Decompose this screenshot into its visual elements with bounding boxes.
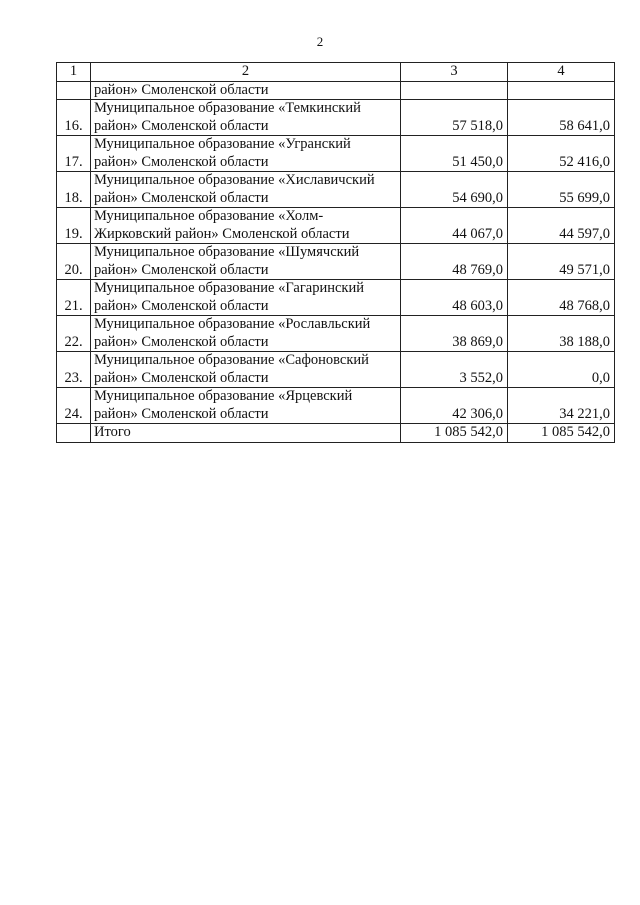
table-body bbox=[57, 81, 615, 424]
table-row bbox=[57, 388, 615, 424]
table-row bbox=[57, 316, 615, 352]
row-number bbox=[57, 81, 91, 100]
value-col-3: 48 769,0 bbox=[401, 244, 508, 280]
row-number: 17. bbox=[57, 136, 91, 172]
value-col-4: 58 641,0 bbox=[508, 100, 615, 136]
value-col-3: 44 067,0 bbox=[401, 208, 508, 244]
municipality-name-line: Муниципальное образование «Темкинский bbox=[94, 100, 361, 116]
municipality-name-line: район» Смоленской области bbox=[94, 153, 269, 170]
municipality-name-line: район» Смоленской области bbox=[94, 81, 269, 98]
column-header-3: 3 bbox=[401, 63, 508, 82]
municipality-name bbox=[91, 208, 401, 244]
municipality-name-line: район» Смоленской области bbox=[94, 297, 269, 314]
municipality-name-line: район» Смоленской области bbox=[94, 261, 269, 278]
row-number: 20. bbox=[57, 244, 91, 280]
table-row bbox=[57, 100, 615, 136]
row-number: 24. bbox=[57, 388, 91, 424]
municipality-name bbox=[91, 244, 401, 280]
municipality-name bbox=[91, 316, 401, 352]
value-col-3: 54 690,0 bbox=[401, 172, 508, 208]
row-number bbox=[57, 424, 91, 443]
municipality-name-line: Муниципальное образование «Угранский bbox=[94, 136, 351, 152]
total-col-3: 1 085 542,0 bbox=[401, 424, 508, 443]
municipality-name-line: Муниципальное образование «Хиславичский bbox=[94, 172, 375, 188]
municipality-name bbox=[91, 388, 401, 424]
value-col-3: 48 603,0 bbox=[401, 280, 508, 316]
value-col-4: 55 699,0 bbox=[508, 172, 615, 208]
table-row-continuation bbox=[57, 81, 615, 100]
municipality-name-line: район» Смоленской области bbox=[94, 369, 269, 386]
value-col-4: 52 416,0 bbox=[508, 136, 615, 172]
municipality-name-line: район» Смоленской области bbox=[94, 117, 269, 134]
column-header-4: 4 bbox=[508, 63, 615, 82]
value-col-4: 44 597,0 bbox=[508, 208, 615, 244]
municipality-name-line: район» Смоленской области bbox=[94, 333, 269, 350]
value-col-3: 42 306,0 bbox=[401, 388, 508, 424]
table-row bbox=[57, 136, 615, 172]
municipality-name-line: Муниципальное образование «Рославльский bbox=[94, 316, 371, 332]
municipality-name bbox=[91, 280, 401, 316]
municipality-name-line: Муниципальное образование «Ярцевский bbox=[94, 388, 353, 404]
municipality-name bbox=[91, 81, 401, 100]
page-number: 2 bbox=[316, 34, 324, 49]
municipality-name-line: Муниципальное образование «Сафоновский bbox=[94, 352, 369, 368]
municipality-name-line: Муниципальное образование «Гагаринский bbox=[94, 280, 364, 296]
municipality-name bbox=[91, 352, 401, 388]
row-number: 19. bbox=[57, 208, 91, 244]
table-header-row bbox=[57, 63, 615, 82]
value-col-3: 38 869,0 bbox=[401, 316, 508, 352]
value-col-3: 51 450,0 bbox=[401, 136, 508, 172]
value-col-4 bbox=[508, 81, 615, 100]
table-row bbox=[57, 172, 615, 208]
table-row bbox=[57, 244, 615, 280]
value-col-3: 57 518,0 bbox=[401, 100, 508, 136]
table-row bbox=[57, 208, 615, 244]
value-col-4: 34 221,0 bbox=[508, 388, 615, 424]
value-col-3: 3 552,0 bbox=[401, 352, 508, 388]
municipality-name-line: Муниципальное образование «Шумячский bbox=[94, 244, 360, 260]
municipality-name bbox=[91, 100, 401, 136]
column-header-1: 1 bbox=[57, 63, 91, 82]
value-col-4: 49 571,0 bbox=[508, 244, 615, 280]
total-label: Итого bbox=[91, 424, 401, 443]
municipality-name-line: район» Смоленской области bbox=[94, 189, 269, 206]
column-header-2: 2 bbox=[91, 63, 401, 82]
row-number: 21. bbox=[57, 280, 91, 316]
municipality-name bbox=[91, 172, 401, 208]
row-number: 18. bbox=[57, 172, 91, 208]
municipality-name-line: Жирковский район» Смоленской области bbox=[94, 225, 350, 242]
value-col-3 bbox=[401, 81, 508, 100]
municipality-name-line: район» Смоленской области bbox=[94, 405, 269, 422]
value-col-4: 0,0 bbox=[508, 352, 615, 388]
municipality-name-line: Муниципальное образование «Холм- bbox=[94, 208, 324, 224]
row-number: 22. bbox=[57, 316, 91, 352]
municipality-name bbox=[91, 136, 401, 172]
table-row bbox=[57, 352, 615, 388]
table-row bbox=[57, 280, 615, 316]
total-col-4: 1 085 542,0 bbox=[508, 424, 615, 443]
value-col-4: 38 188,0 bbox=[508, 316, 615, 352]
row-number: 23. bbox=[57, 352, 91, 388]
row-number: 16. bbox=[57, 100, 91, 136]
value-col-4: 48 768,0 bbox=[508, 280, 615, 316]
table-row-total bbox=[57, 424, 615, 443]
allocation-table bbox=[56, 62, 615, 443]
